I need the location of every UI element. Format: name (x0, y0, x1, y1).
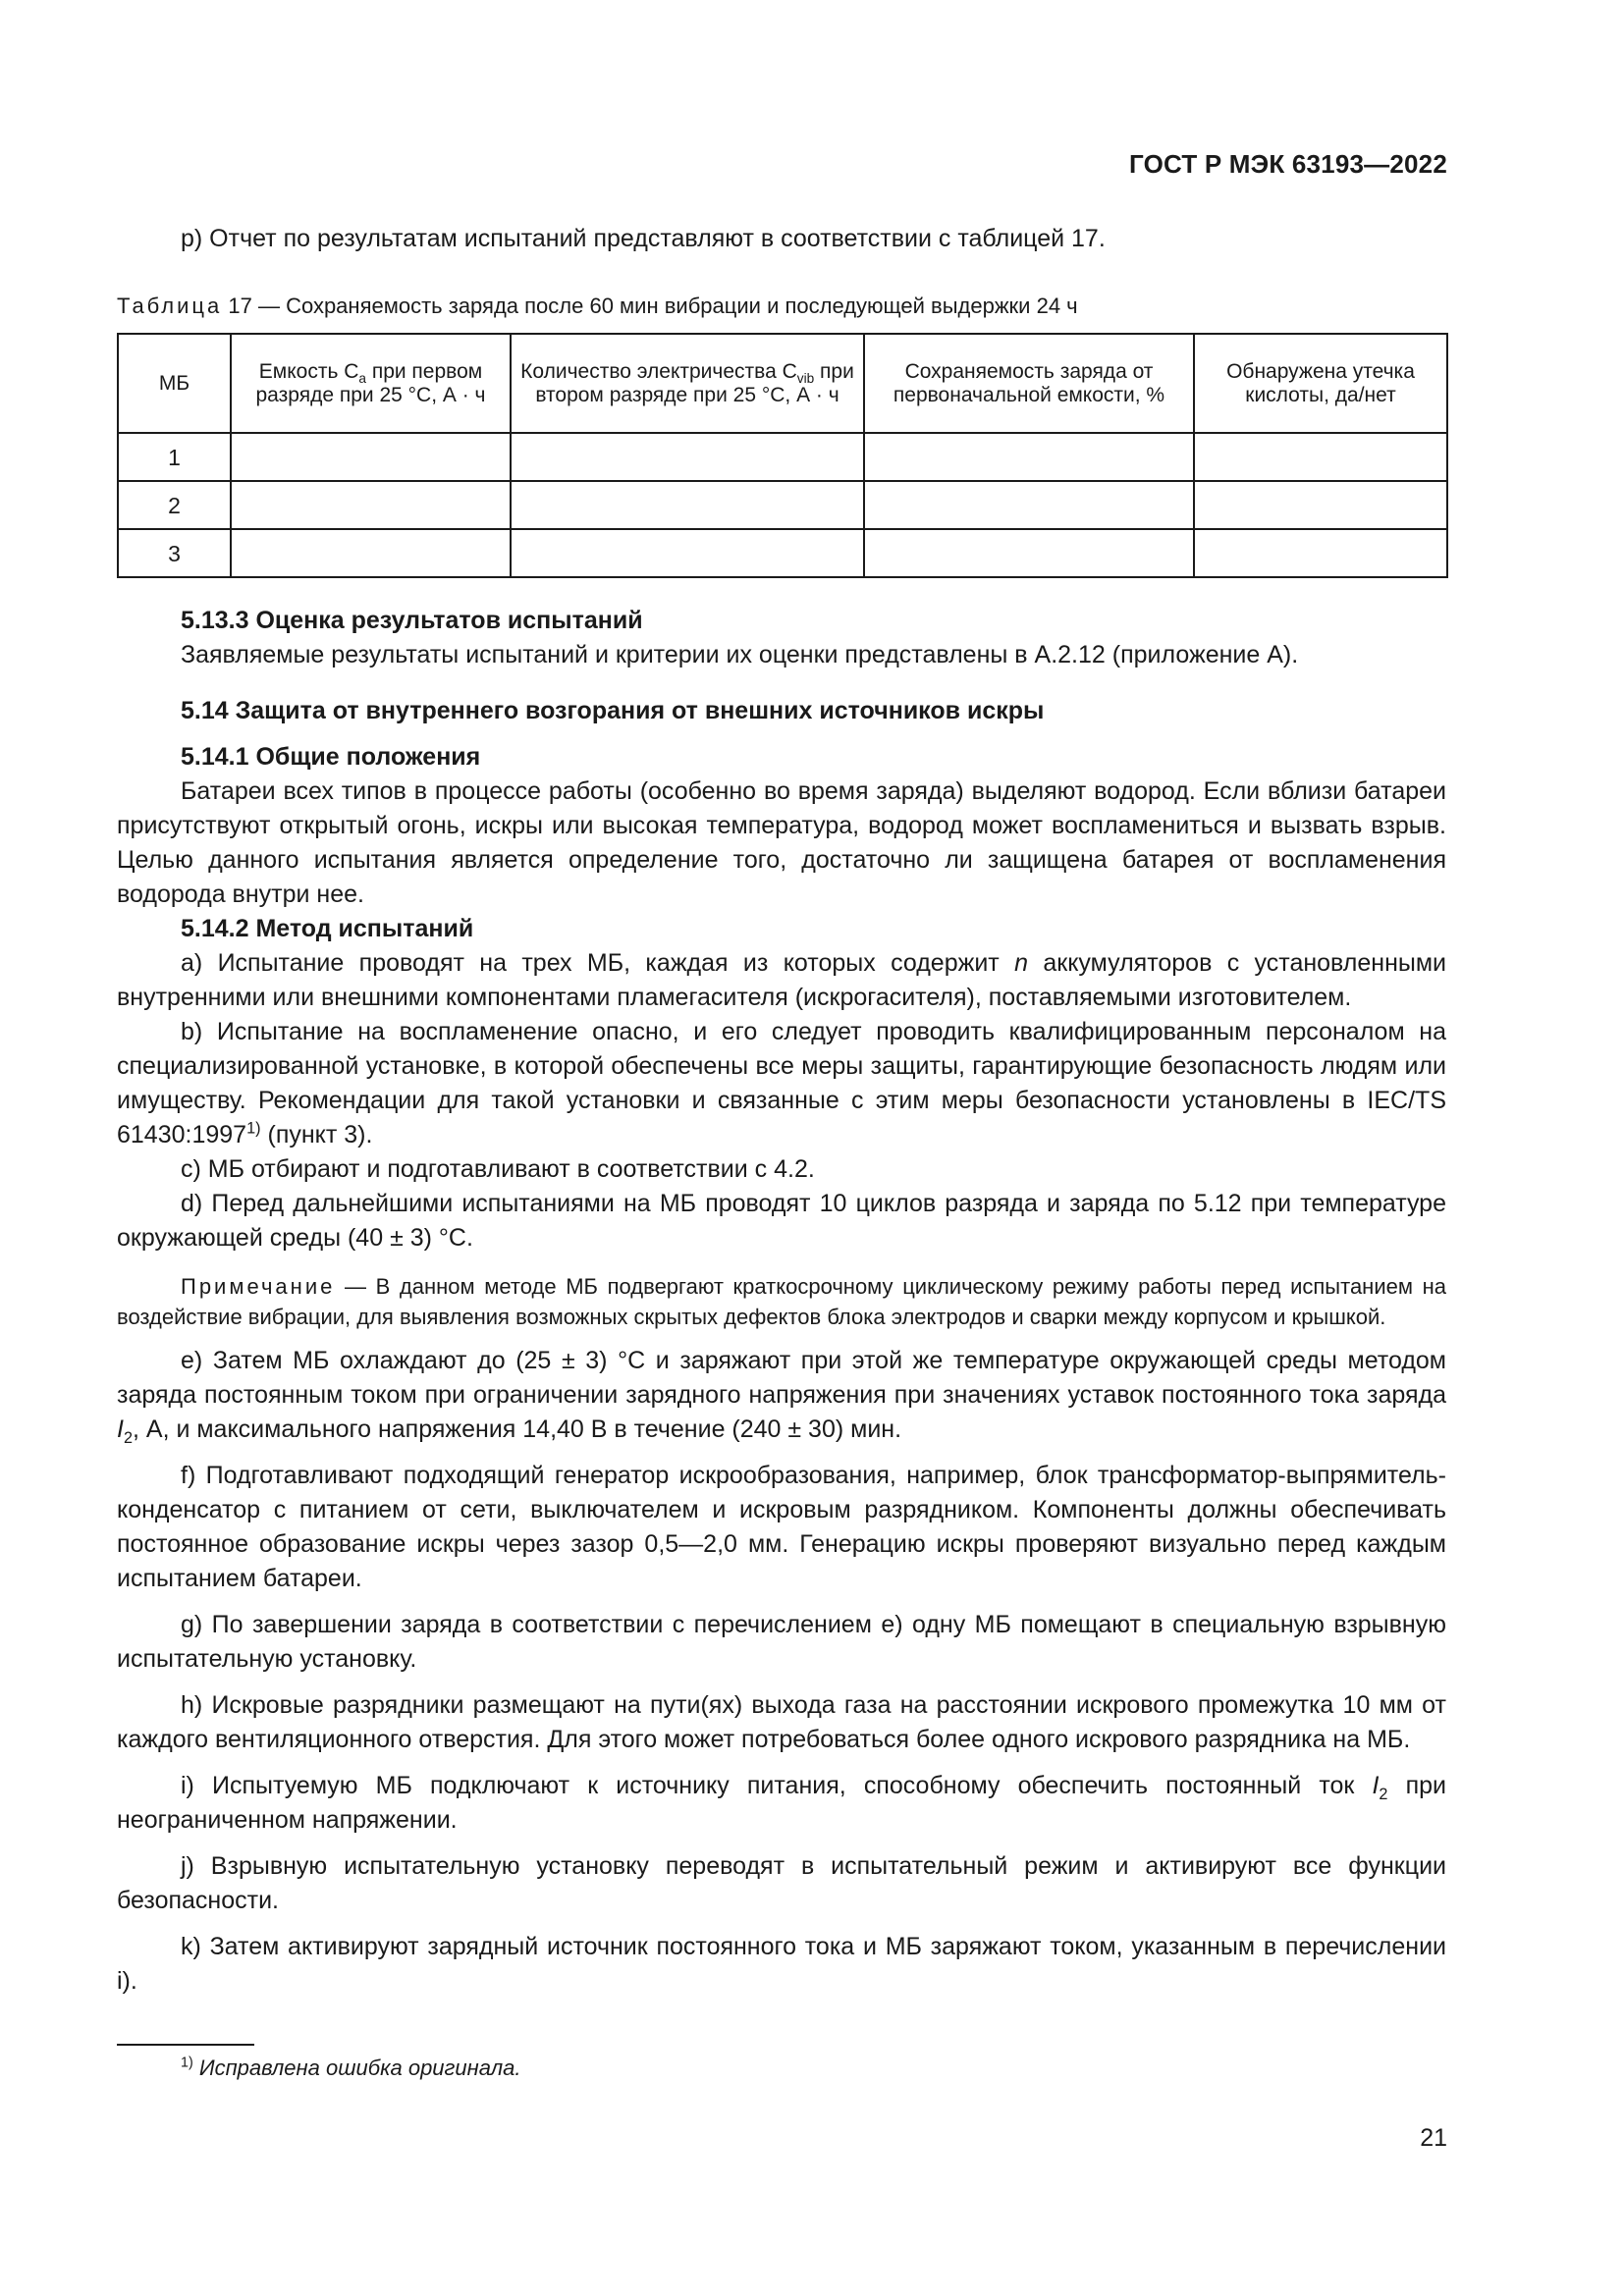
note (117, 1271, 1446, 1332)
heading-5-14: 5.14 Защита от внутреннего возгорания от внешних источников искры (181, 697, 1045, 724)
row-mb-number: 3 (118, 529, 231, 577)
item-e-text: e) Затем МБ охлаждают до (25 ± 3) °С и заряжают при этой же температуре окружающей среды методом заряда постоянным током при ограничении зарядного напряжения при значениях уставок постоянного тока заряда (117, 1347, 1446, 1409)
text-5-14-1: Батареи всех типов в процессе работы (особенно во время заряда) выделяют водород. Если вблизи батареи присутствуют открытый огонь, искры или высокая температура, водород может воспламениться и вызвать взрыв. Целью данного испытания является определение того, достаточно ли защищена батарея от воспламенения водорода внутри нее. (117, 777, 1446, 908)
table-caption (117, 292, 1446, 321)
table-cell (1194, 529, 1447, 577)
page-number: 21 (1420, 2124, 1447, 2152)
heading-5-14-1: 5.14.1 Общие положения (181, 743, 481, 771)
table-17 (117, 333, 1448, 578)
table-cell (231, 481, 511, 529)
item-d: d) Перед дальнейшими испытаниями на МБ проводят 10 циклов разряда и заряда по 5.12 при температуре окружающей среды (40 ± 3) °С. (117, 1190, 1446, 1252)
col-header-mb: МБ (118, 334, 231, 433)
item-p: p) Отчет по результатам испытаний представляют в соответствии с таблицей 17. (181, 225, 1106, 252)
item-e (117, 1344, 1446, 1447)
item-b (117, 1015, 1446, 1152)
item-f: f) Подготавливают подходящий генератор искрообразования, например, блок трансформатор-выпрямитель-конденсатор с питанием от сети, выключателем и искровым разрядником. Компоненты должны обеспечивать постоянное образование искры через зазор 0,5—2,0 мм. Генерацию искры проверяют визуально перед каждым испытанием батареи. (117, 1462, 1446, 1592)
page-content (117, 222, 1446, 1999)
item-e-current: I (117, 1415, 124, 1443)
table-header-row (118, 334, 1447, 433)
item-a-text: a) Испытание проводят на трех МБ, каждая из которых содержит (181, 949, 1015, 977)
item-b-text: b) Испытание на воспламенение опасно, и его следует проводить квалифицированным персоналом на специализированной установке, в которой обеспечены все меры защиты, гарантирующие безопасность людям или имуществу. Рекомендации для такой установки и связанные с этим меры безопасности установлены в IEC/TS 61430:1997 (117, 1018, 1446, 1148)
table-cell (511, 481, 864, 529)
col-header-acid-leak: Обнаружена утечка кислоты, да/нет (1194, 334, 1447, 433)
footnote-text: Исправлена ошибка оригинала. (192, 2056, 521, 2080)
table-cell (864, 481, 1194, 529)
col-header-quantity-rest: при втором разряде при 25 °С, А · ч (535, 359, 854, 406)
col-header-retention: Сохраняемость заряда от первоначальной емкости, % (864, 334, 1194, 433)
item-e-rest: , А, и максимального напряжения 14,40 В в течение (240 ± 30) мин. (133, 1415, 902, 1443)
item-a (117, 946, 1446, 1015)
table-cell (231, 433, 511, 481)
item-g: g) По завершении заряда в соответствии с перечислением e) одну МБ помещают в специальную взрывную испытательную установку. (117, 1611, 1446, 1673)
item-i-rest: при неограниченном напряжении. (117, 1772, 1446, 1834)
heading-5-13-3: 5.13.3 Оценка результатов испытаний (181, 607, 643, 634)
item-i-current: I (1372, 1772, 1380, 1799)
item-k: k) Затем активируют зарядный источник постоянного тока и МБ заряжают током, указанным в перечислении i). (117, 1933, 1446, 1995)
table-cell (1194, 433, 1447, 481)
table-caption-text: 17 — Сохраняемость заряда после 60 мин вибрации и последующей выдержки 24 ч (222, 294, 1078, 318)
footnote (181, 2056, 520, 2081)
item-i (117, 1769, 1446, 1838)
item-i-text: i) Испытуемую МБ подключают к источнику питания, способному обеспечить постоянный ток (181, 1772, 1373, 1799)
table-row (118, 481, 1447, 529)
col-header-quantity (511, 334, 864, 433)
table-cell (864, 433, 1194, 481)
item-j: j) Взрывную испытательную установку переводят в испытательный режим и активируют все функции безопасности. (117, 1852, 1446, 1914)
col-header-quantity-sub: vib (796, 370, 815, 386)
table-row (118, 433, 1447, 481)
table-cell (864, 529, 1194, 577)
item-e-current-sub: 2 (123, 1429, 133, 1447)
note-label: Примечание (181, 1274, 336, 1299)
heading-5-14-2: 5.14.2 Метод испытаний (181, 915, 474, 942)
row-mb-number: 2 (118, 481, 231, 529)
col-header-capacity-text: Емкость C (258, 359, 359, 383)
table-cell (231, 529, 511, 577)
col-header-quantity-text: Количество электричества C (520, 359, 797, 383)
table-cell (511, 433, 864, 481)
table-caption-label: Таблица (117, 294, 223, 318)
footnote-divider (117, 2044, 254, 2046)
col-header-capacity-rest: при первом разряде при 25 °С, А · ч (255, 359, 486, 406)
row-mb-number: 1 (118, 433, 231, 481)
item-h: h) Искровые разрядники размещают на пути(ях) выхода газа на расстоянии искрового промежутка 10 мм от каждого вентиляционного отверстия. Для этого может потребоваться более одного искрового разрядника на МБ. (117, 1691, 1446, 1753)
item-b-rest: (пункт 3). (260, 1121, 373, 1148)
note-text: — В данном методе МБ подвергают краткосрочному циклическому режиму работы перед испытанием на воздействие вибрации, для выявления возможных скрытых дефектов блока электродов и сварки между корпусом и крышкой. (117, 1274, 1446, 1329)
col-header-capacity (231, 334, 511, 433)
col-header-capacity-sub: a (358, 370, 366, 386)
text-5-13-3: Заявляемые результаты испытаний и критерии их оценки представлены в А.2.12 (приложение А). (181, 641, 1299, 668)
item-i-current-sub: 2 (1379, 1786, 1388, 1803)
item-a-n: n (1014, 949, 1029, 977)
item-a-rest: аккумуляторов с установленными внутренними или внешними компонентами пламегасителя (искрогасителя), поставляемыми изготовителем. (117, 949, 1446, 1011)
footnote-ref: 1) (246, 1119, 261, 1138)
footnote-mark: 1) (181, 2055, 193, 2071)
standard-code: ГОСТ Р МЭК 63193—2022 (1128, 149, 1447, 179)
table-cell (511, 529, 864, 577)
table-cell (1194, 481, 1447, 529)
item-c: c) МБ отбирают и подготавливают в соответствии с 4.2. (181, 1155, 815, 1183)
table-row (118, 529, 1447, 577)
